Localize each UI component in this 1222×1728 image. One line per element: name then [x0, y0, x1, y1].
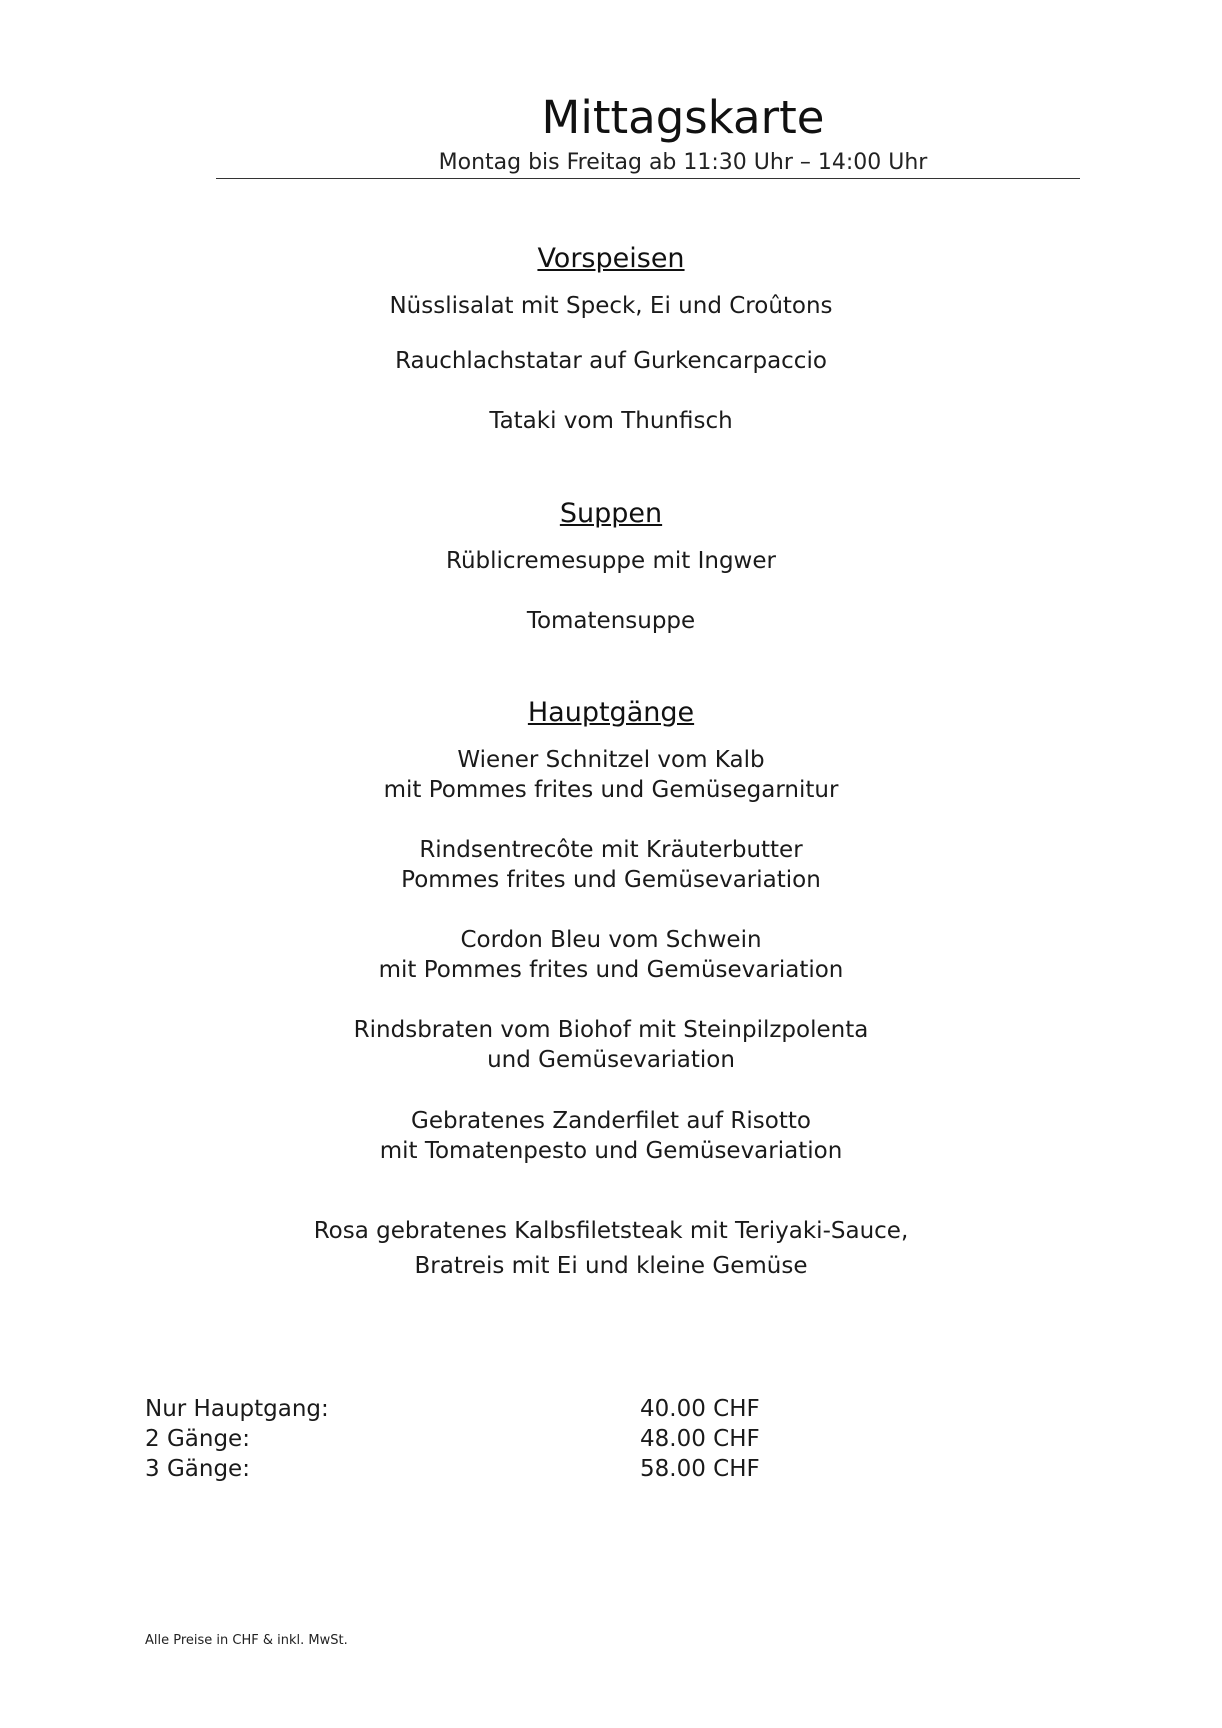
price-row — [145, 1454, 840, 1484]
price-row — [145, 1394, 840, 1424]
section-title-suppen: Suppen — [559, 498, 663, 529]
menu-item: Tomatensuppe — [526, 608, 696, 634]
menu-item-line: Rindsbraten vom Biohof mit Steinpilzpolenta — [353, 1017, 869, 1043]
price-label: 2 Gänge: — [145, 1426, 250, 1452]
menu-item — [0, 1015, 1222, 1075]
price-value: 40.00 CHF — [640, 1396, 760, 1422]
price-label: 3 Gänge: — [145, 1456, 250, 1482]
menu-item-line: mit Pommes frites und Gemüsegarnitur — [383, 777, 839, 803]
header-divider — [216, 178, 1080, 179]
menu-header — [216, 88, 1080, 178]
menu-item — [0, 745, 1222, 805]
menu-item-line: Bratreis mit Ei und kleine Gemüse — [414, 1253, 808, 1279]
menu-item-line: mit Pommes frites und Gemüsevariation — [378, 957, 844, 983]
price-note: Alle Preise in CHF & inkl. MwSt. — [145, 1633, 348, 1648]
opening-hours: Montag bis Freitag ab 11:30 Uhr – 14:00 Uhr — [438, 150, 928, 175]
price-label: Nur Hauptgang: — [145, 1396, 329, 1422]
section-title-vorspeisen: Vorspeisen — [537, 243, 685, 274]
menu-item — [0, 835, 1222, 895]
menu-item: Tataki vom Thunfisch — [489, 408, 733, 434]
menu-item-line: Rindsentrecôte mit Kräuterbutter — [419, 837, 803, 863]
menu-item-line: Rosa gebratenes Kalbsfiletsteak mit Teriyaki-Sauce, — [313, 1218, 909, 1244]
menu-item-line: Cordon Bleu vom Schwein — [460, 927, 762, 953]
menu-item: Rüblicremesuppe mit Ingwer — [446, 548, 776, 574]
menu-item-line: Wiener Schnitzel vom Kalb — [457, 747, 765, 773]
menu-item-line: mit Tomatenpesto und Gemüsevariation — [379, 1138, 843, 1164]
price-value: 58.00 CHF — [640, 1456, 760, 1482]
menu-item: Rauchlachstatar auf Gurkencarpaccio — [395, 348, 827, 374]
menu-item-line: und Gemüsevariation — [487, 1047, 735, 1073]
price-value: 48.00 CHF — [640, 1426, 760, 1452]
menu-item: Nüsslisalat mit Speck, Ei und Croûtons — [389, 293, 833, 319]
price-row — [145, 1424, 840, 1454]
page-title: Mittagskarte — [541, 91, 825, 144]
menu-item-line: Pommes frites und Gemüsevariation — [401, 867, 821, 893]
menu-item — [0, 925, 1222, 985]
menu-item — [0, 1214, 1222, 1284]
menu-item — [0, 1106, 1222, 1166]
price-list — [145, 1394, 840, 1484]
menu-item-line: Gebratenes Zanderfilet auf Risotto — [411, 1108, 811, 1134]
section-title-hauptgaenge: Hauptgänge — [527, 697, 695, 728]
